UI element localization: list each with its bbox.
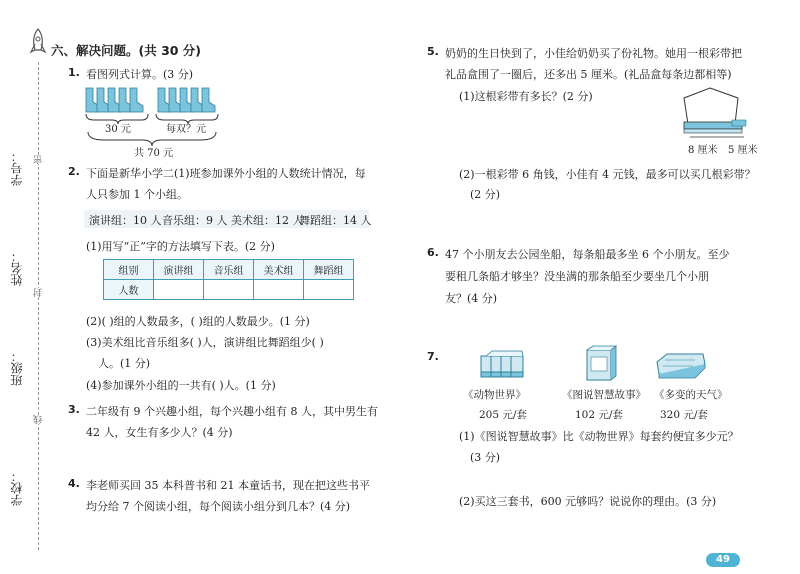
q2-sub4: (4)参加课外小组的一共有( )人。(1 分) — [86, 379, 276, 392]
answer-cell-speech[interactable] — [154, 280, 204, 300]
count-art: 美术组：12 人 — [231, 214, 304, 227]
q1-total: 共 70 元 — [134, 148, 174, 159]
table-header-cell: 演讲组 — [154, 260, 204, 280]
q1-text: 看图列式计算。(3 分) — [86, 68, 194, 81]
count-speech: 演讲组：10 人 — [89, 214, 162, 227]
cut-mark-seal: 密 — [34, 155, 44, 164]
cut-mark-line: 线 — [34, 415, 44, 424]
q2-sub3-line1: (3)美术组比音乐组多( )人，演讲组比舞蹈组少( ) — [86, 336, 324, 349]
q6-line3: 友？(4 分) — [445, 292, 498, 305]
q3-number: 3. — [68, 403, 80, 416]
q5-sub1: (1)这根彩带有多长？(2 分) — [459, 90, 593, 103]
page-number: 49 — [706, 553, 740, 567]
q2-line1: 下面是新华小学二(1)班参加课外小组的人数统计情况，每 — [86, 167, 366, 180]
q5-sub2-line1: (2)一根彩带 6 角钱，小佳有 4 元钱，最多可以买几根彩带？ — [459, 168, 756, 181]
book-set-wisdom-stories — [583, 345, 619, 386]
table-row-label: 人数 — [104, 280, 154, 300]
book-title-1: 《动物世界》 — [463, 389, 526, 401]
q1-number: 1. — [68, 66, 80, 79]
count-music: 音乐组：9 人 — [162, 214, 228, 227]
q6-line1: 47 个小朋友去公园坐船，每条船最多坐 6 个小朋友。至少 — [445, 248, 730, 261]
table-header-cell: 美术组 — [254, 260, 304, 280]
q5-number: 5. — [427, 45, 439, 58]
answer-cell-art[interactable] — [254, 280, 304, 300]
answer-cell-music[interactable] — [204, 280, 254, 300]
q3-line1: 二年级有 9 个兴趣小组，每个兴趣小组有 8 人，其中男生有 — [86, 405, 378, 418]
q1-left-price: 30 元 — [105, 124, 131, 135]
q2-sub1: (1)用写“正”字的方法填写下表。(2 分) — [86, 240, 275, 253]
ribbon-extra-length: 5 厘米 — [728, 145, 758, 156]
q5-sub2-line2: (2 分) — [470, 188, 501, 201]
q3-line2: 42 人，女生有多少人？(4 分) — [86, 426, 233, 439]
q7-sub1-line1: (1)《图说智慧故事》比《动物世界》每套约便宜多少元？ — [459, 430, 739, 443]
table-row — [104, 280, 354, 300]
book-price-2: 102 元/套 — [575, 409, 623, 421]
q6-line2: 要租几条船才够坐？没坐满的那条船至少要坐几个小朋 — [445, 270, 709, 283]
q5-line2: 礼品盒围了一圈后，还多出 5 厘米。(礼品盒每条边都相等) — [445, 68, 732, 81]
q2-number: 2. — [68, 165, 80, 178]
q6-number: 6. — [427, 246, 439, 259]
student-id-label: 学号： — [10, 150, 24, 186]
book-title-2: 《图说智慧故事》 — [562, 389, 646, 401]
book-title-3: 《多变的天气》 — [654, 389, 728, 401]
q2-sub2: (2)( )组的人数最多，( )组的人数最少。(1 分) — [86, 315, 310, 328]
gift-side-length: 8 厘米 — [688, 145, 718, 156]
table-header-row — [104, 260, 354, 280]
table-header-cell: 组别 — [104, 260, 154, 280]
gift-box-pentagon-diagram — [680, 84, 750, 147]
book-set-animal-world — [478, 350, 528, 383]
count-dance: 舞蹈组：14 人 — [299, 214, 372, 227]
q1-right-label: 每双？元 — [166, 124, 206, 135]
rocket-icon — [29, 28, 47, 61]
class-label: 班级： — [10, 350, 24, 386]
q2-line2: 人只参加 1 个小组。 — [86, 188, 188, 201]
q7-number: 7. — [427, 350, 439, 363]
answer-cell-dance[interactable] — [304, 280, 354, 300]
cut-mark-close: 封 — [34, 288, 44, 297]
book-price-1: 205 元/套 — [479, 409, 527, 421]
q4-line2: 均分给 7 个阅读小组，每个阅读小组分到几本？(4 分) — [86, 500, 351, 513]
group-count-table — [103, 259, 354, 300]
school-label: 学校： — [10, 470, 24, 506]
q7-sub1-line2: (3 分) — [470, 451, 501, 464]
q4-line1: 李老师买回 35 本科普书和 21 本童话书，现在把这些书平 — [86, 479, 370, 492]
book-price-3: 320 元/套 — [660, 409, 708, 421]
q2-sub3-line2: 人。(1 分) — [98, 357, 151, 370]
q4-number: 4. — [68, 477, 80, 490]
section-title: 六、解决问题。(共 30 分) — [51, 43, 202, 58]
q5-line1: 奶奶的生日快到了，小佳给奶奶买了份礼物。她用一根彩带把 — [445, 47, 742, 60]
table-header-cell: 音乐组 — [204, 260, 254, 280]
binding-line — [38, 62, 39, 550]
name-label: 姓名： — [10, 250, 24, 286]
book-set-changing-weather — [653, 350, 709, 383]
table-header-cell: 舞蹈组 — [304, 260, 354, 280]
q7-sub2: (2)买这三套书，600 元够吗？说说你的理由。(3 分) — [459, 495, 717, 508]
